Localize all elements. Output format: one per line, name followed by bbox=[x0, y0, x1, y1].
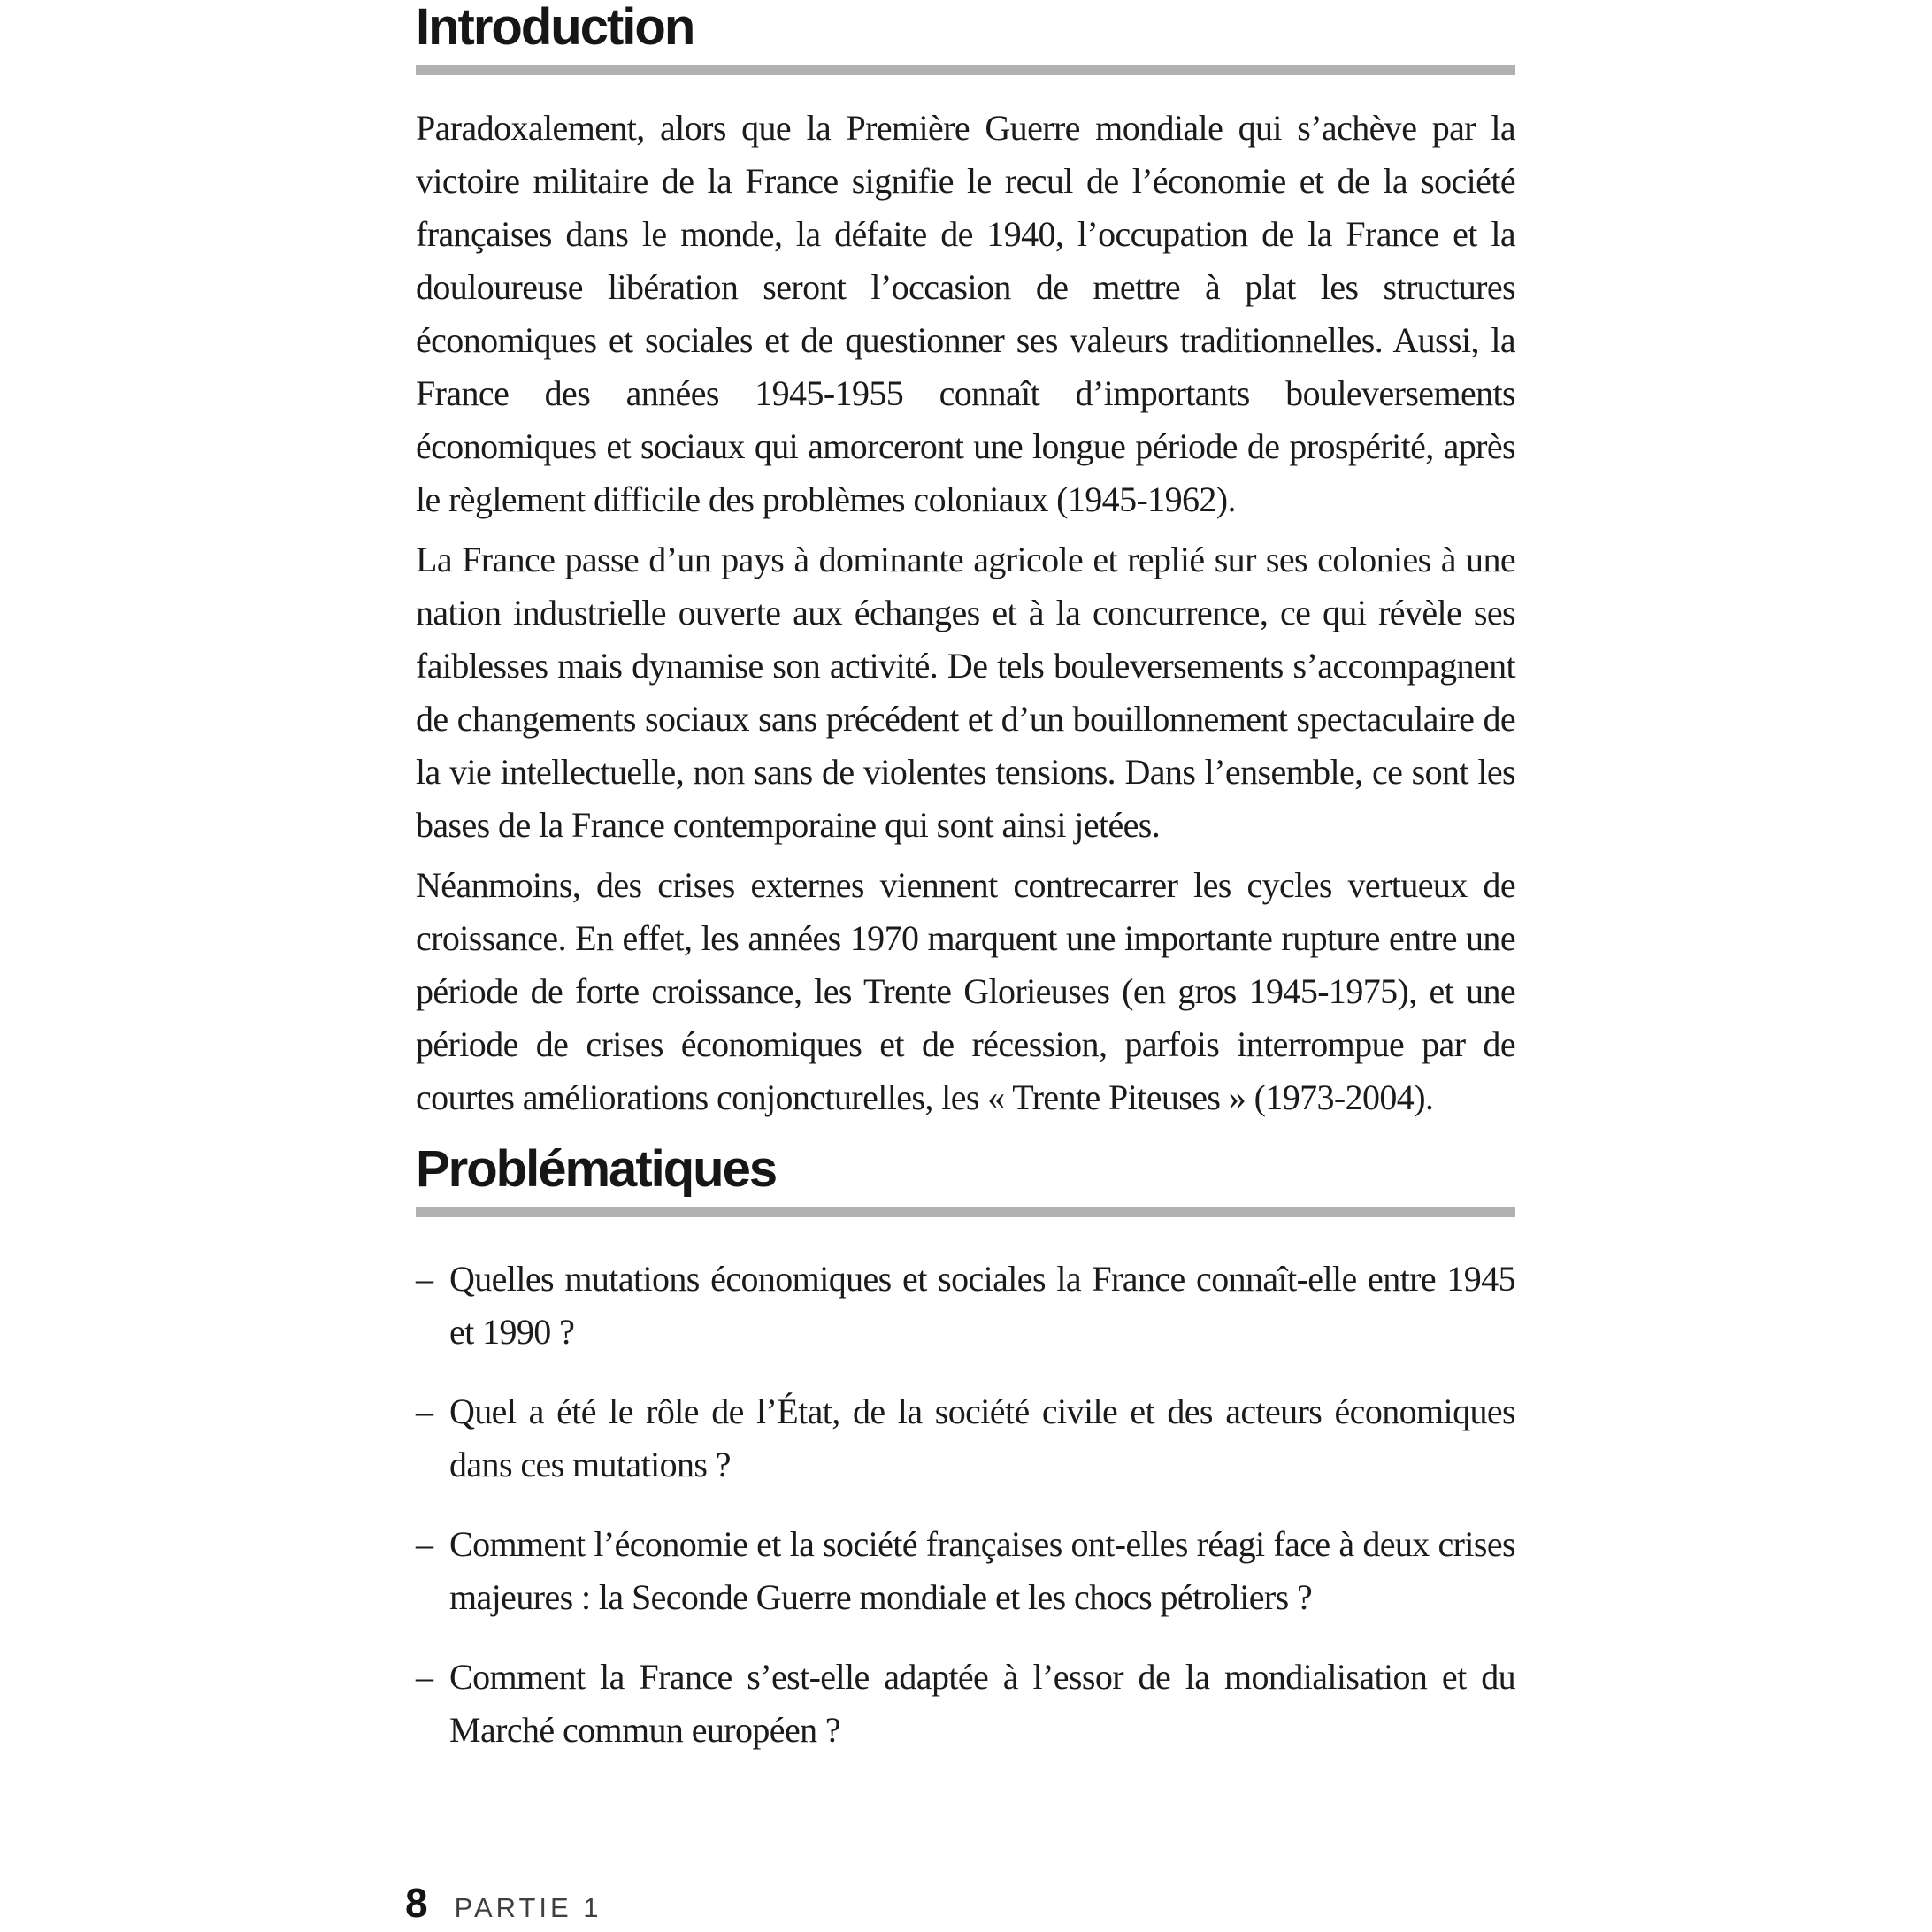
question-item-2 bbox=[416, 1385, 1515, 1491]
intro-paragraph-2: La France passe d’un pays à dominante agricole et replié sur ses colonies à une nation industrielle ouverte aux échanges et à la concurrence, ce qui révèle ses faiblesses mais dynamise son activité. De tels bouleversements s’accompagnent de changements sociaux sans précédent et d’un bouillonnement spectaculaire de la vie intellectuelle, non sans de violentes tensions. Dans l’ensemble, ce sont les bases de la France contemporaine qui sont ainsi jetées. bbox=[416, 540, 1515, 845]
section-introduction bbox=[416, 0, 1515, 1124]
page-footer bbox=[405, 1879, 602, 1927]
dash-bullet: – bbox=[416, 1657, 433, 1697]
intro-paragraph-3: Néanmoins, des crises externes viennent contrecarrer les cycles vertueux de croissance. En effet, les années 1970 marquent une importante rupture entre une période de forte croissance, les Trente Glorieuses (en gros 1945-1975), et une période de crises économiques et de récession, parfois interrompue par de courtes améliorations conjoncturelles, les « Trente Piteuses » (1973-2004). bbox=[416, 865, 1515, 1117]
problematiques-heading-rule bbox=[416, 1208, 1515, 1217]
dash-bullet: – bbox=[416, 1259, 433, 1299]
question-text-3: Comment l’économie et la société françaises ont-elles réagi face à deux crises majeures : la Seconde Guerre mondiale et les chocs pétroliers ? bbox=[449, 1524, 1515, 1617]
question-item-1 bbox=[416, 1253, 1515, 1359]
dash-bullet: – bbox=[416, 1524, 433, 1564]
section-problematiques bbox=[416, 1142, 1515, 1757]
page-number: 8 bbox=[405, 1880, 428, 1926]
part-label: PARTIE 1 bbox=[454, 1892, 602, 1923]
introduction-heading: Introduction bbox=[416, 0, 694, 56]
question-item-3 bbox=[416, 1518, 1515, 1624]
page-content bbox=[416, 0, 1515, 1757]
introduction-heading-rule bbox=[416, 65, 1515, 75]
questions-list bbox=[416, 1253, 1515, 1757]
intro-paragraph-1: Paradoxalement, alors que la Première Guerre mondiale qui s’achève par la victoire militaire de la France signifie le recul de l’économie et de la société françaises dans le monde, la défaite de 1940, l’occupation de la France et la douloureuse libération seront l’occasion de mettre à plat les structures économiques et sociales et de questionner ses valeurs traditionnelles. Aussi, la France des années 1945-1955 connaît d’importants bouleversements économiques et sociaux qui amorceront une longue période de prospérité, après le règlement difficile des problèmes coloniaux (1945-1962). bbox=[416, 108, 1515, 519]
question-text-1: Quelles mutations économiques et sociales la France connaît-elle entre 1945 et 1990 ? bbox=[449, 1259, 1515, 1352]
dash-bullet: – bbox=[416, 1392, 433, 1431]
problematiques-heading: Problématiques bbox=[416, 1140, 777, 1198]
question-item-4 bbox=[416, 1651, 1515, 1757]
question-text-4: Comment la France s’est-elle adaptée à l’essor de la mondialisation et du Marché commun européen ? bbox=[449, 1657, 1515, 1750]
question-text-2: Quel a été le rôle de l’État, de la société civile et des acteurs économiques dans ces mutations ? bbox=[449, 1392, 1515, 1484]
